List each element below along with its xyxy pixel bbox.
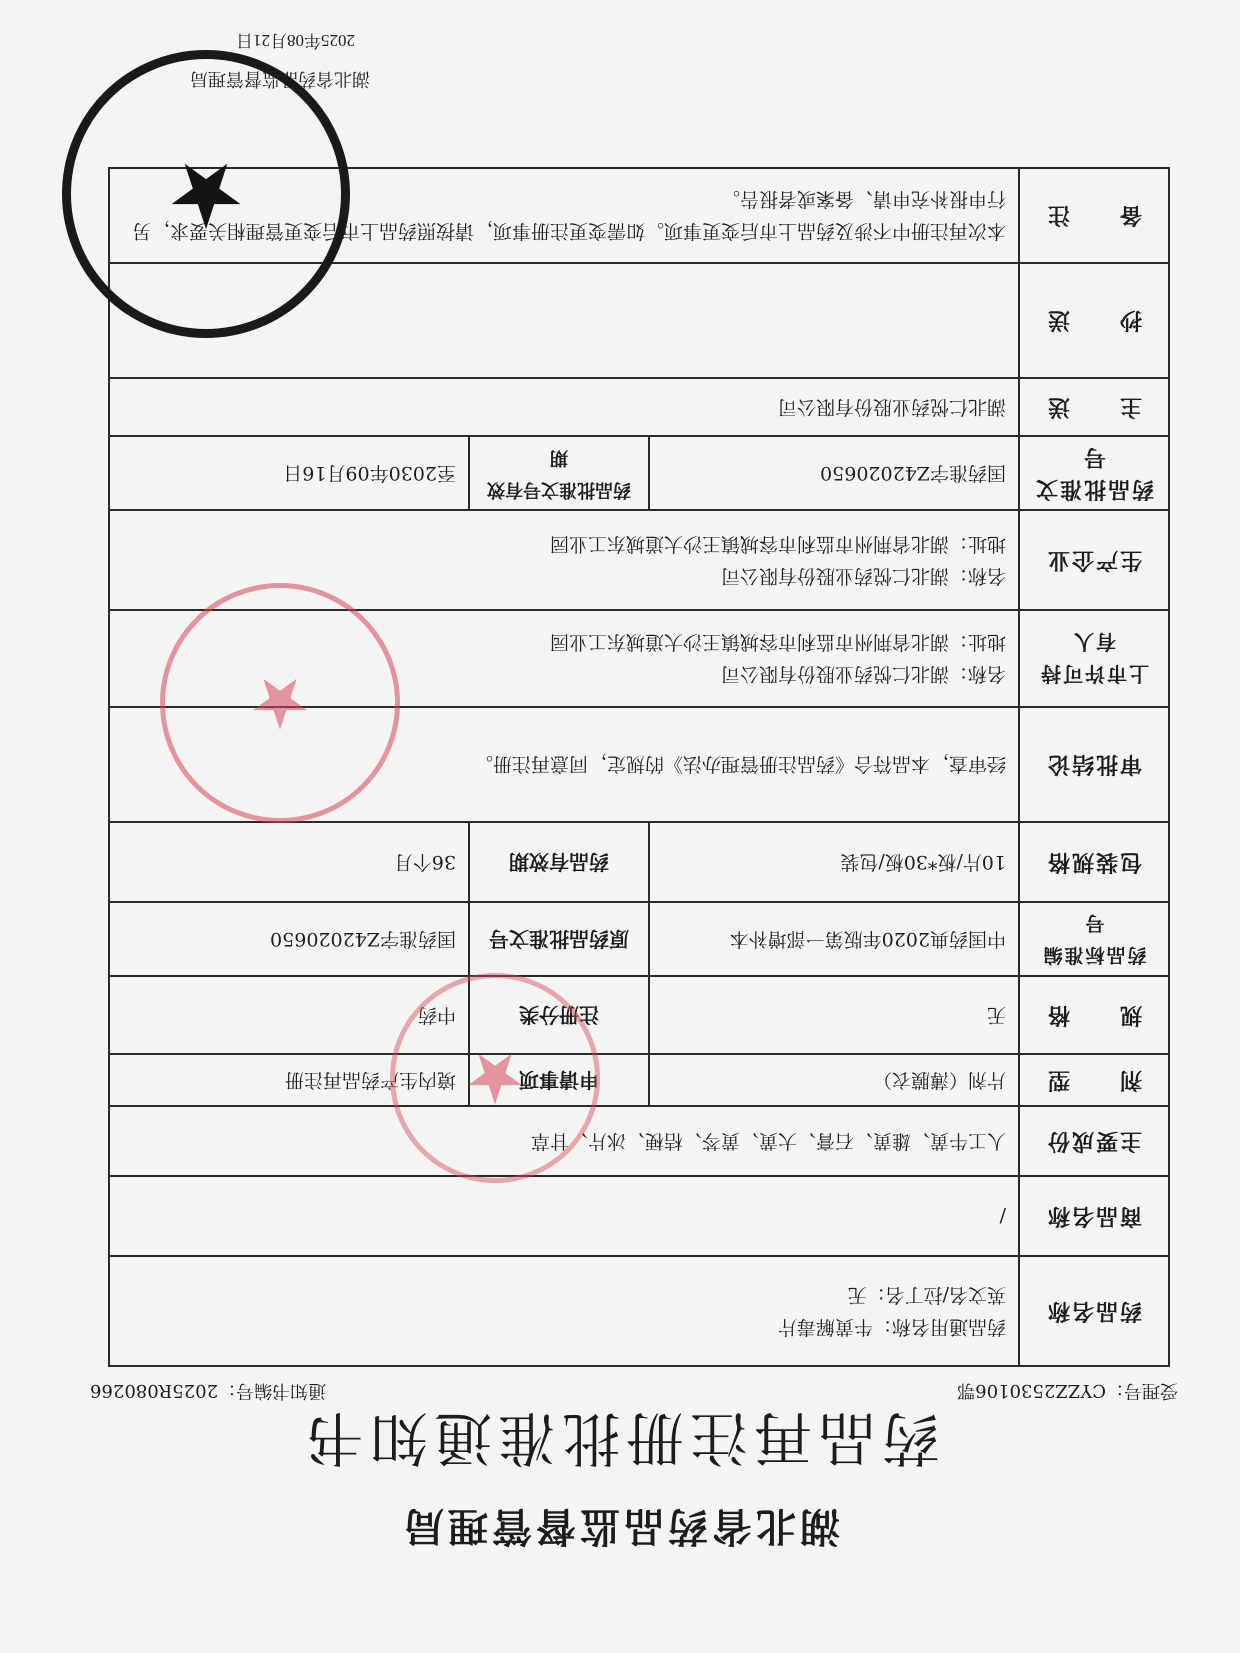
mah-name: 名称：湖北仁悦药业股份有限公司 bbox=[720, 663, 1006, 686]
label-conclusion: 审批结论 bbox=[1019, 707, 1169, 822]
company-seal-stamp bbox=[390, 973, 600, 1183]
row-dosage-form bbox=[109, 1054, 1169, 1106]
label-shelf-life: 药品有效期 bbox=[469, 822, 649, 902]
row-drug-name bbox=[109, 1256, 1169, 1366]
distributor-seal-stamp bbox=[160, 583, 400, 823]
value-standard: 中国药典2020年版第一部增补本 bbox=[649, 902, 1019, 976]
value-approval-number: 国药准字Z42020650 bbox=[649, 436, 1019, 510]
value-dosage-form: 片剂（薄膜衣） bbox=[649, 1054, 1019, 1106]
label-manufacturer: 生产企业 bbox=[1019, 510, 1169, 610]
value-conclusion: 经审查，本品符合《药品注册管理办法》的规定，同意再注册。 bbox=[109, 707, 1019, 822]
row-spec bbox=[109, 976, 1169, 1054]
seal-star-icon: ★ bbox=[248, 662, 312, 744]
value-trade-name: / bbox=[109, 1176, 1019, 1256]
label-trade-name: 商品名称 bbox=[1019, 1176, 1169, 1256]
label-registration-class: 注册分类 bbox=[469, 976, 649, 1054]
row-approval-number bbox=[109, 436, 1169, 510]
label-dosage-form: 剂 型 bbox=[1019, 1054, 1169, 1106]
label-standard: 药品标准编号 bbox=[1019, 902, 1169, 976]
row-standard bbox=[109, 902, 1169, 976]
label-approval-number: 药品批准文号 bbox=[1019, 436, 1169, 510]
value-registration-class: 中药 bbox=[109, 976, 469, 1054]
seal-org-name: 湖北省药品监督管理局 bbox=[190, 69, 370, 89]
row-packaging bbox=[109, 822, 1169, 902]
label-ingredients: 主要成份 bbox=[1019, 1106, 1169, 1176]
label-mah: 上市许可持有人 bbox=[1019, 610, 1169, 707]
row-recipient bbox=[109, 378, 1169, 436]
value-shelf-life: 36个月 bbox=[109, 822, 469, 902]
label-remarks: 备 注 bbox=[1019, 168, 1169, 263]
label-original-approval: 原药品批准文号 bbox=[469, 902, 649, 976]
manufacturer-address: 地址：湖北省荆州市监利市容城镇王沙大道城东工业园 bbox=[549, 533, 1006, 555]
label-cc: 抄 送 bbox=[1019, 263, 1169, 378]
value-approval-validity: 至2030年09月16日 bbox=[109, 436, 469, 510]
value-application-type: 境内生产药品再注册 bbox=[109, 1054, 469, 1106]
authority-seal-stamp bbox=[62, 50, 350, 338]
value-drug-name bbox=[109, 1256, 1019, 1366]
label-application-type: 申请事项 bbox=[469, 1054, 649, 1106]
row-ingredients bbox=[109, 1106, 1169, 1176]
label-recipient: 主 送 bbox=[1019, 378, 1169, 436]
value-ingredients: 人工牛黄、雄黄、石膏、大黄、黄芩、桔梗、冰片、甘草 bbox=[109, 1106, 1019, 1176]
document-title: 药品再注册批准通知书 bbox=[300, 1404, 941, 1472]
label-drug-name: 药品名称 bbox=[1019, 1256, 1169, 1366]
label-approval-validity: 药品批准文号有效期 bbox=[469, 436, 649, 510]
row-trade-name bbox=[109, 1176, 1169, 1256]
seal-star-icon: ★ bbox=[463, 1037, 527, 1119]
seal-star-icon: ★ bbox=[165, 142, 247, 247]
drug-english-name: 英文名/拉丁名：无 bbox=[847, 1284, 1006, 1306]
value-original-approval: 国药准字Z42020650 bbox=[109, 902, 469, 976]
value-packaging: 10片/板*30板/包装 bbox=[649, 822, 1019, 902]
value-spec: 无 bbox=[649, 976, 1019, 1054]
value-recipient: 湖北仁悦药业股份有限公司 bbox=[109, 378, 1019, 436]
seal-date: 2025年08月21日 bbox=[236, 31, 355, 50]
value-remarks: 本次再注册中不涉及药品上市后变更事项。如需变更注册事项，请按照药品上市后变更管理相关要求，另行申报补充申请、备案或者报告。 bbox=[109, 168, 1019, 263]
mah-address: 地址：湖北省荆州市监利市容城镇王沙大道城东工业园 bbox=[549, 631, 1006, 654]
issuing-authority: 湖北省药品监督管理局 bbox=[400, 1503, 840, 1550]
manufacturer-name: 名称：湖北仁悦药业股份有限公司 bbox=[720, 565, 1006, 587]
notice-number: 通知书编号：2025R080266 bbox=[90, 1380, 327, 1401]
drug-common-name: 药品通用名称：牛黄解毒片 bbox=[777, 1316, 1006, 1338]
label-spec: 规 格 bbox=[1019, 976, 1169, 1054]
label-packaging: 包装规格 bbox=[1019, 822, 1169, 902]
acceptance-number: 受理号：CYZZ2530106鄂 bbox=[957, 1380, 1178, 1401]
